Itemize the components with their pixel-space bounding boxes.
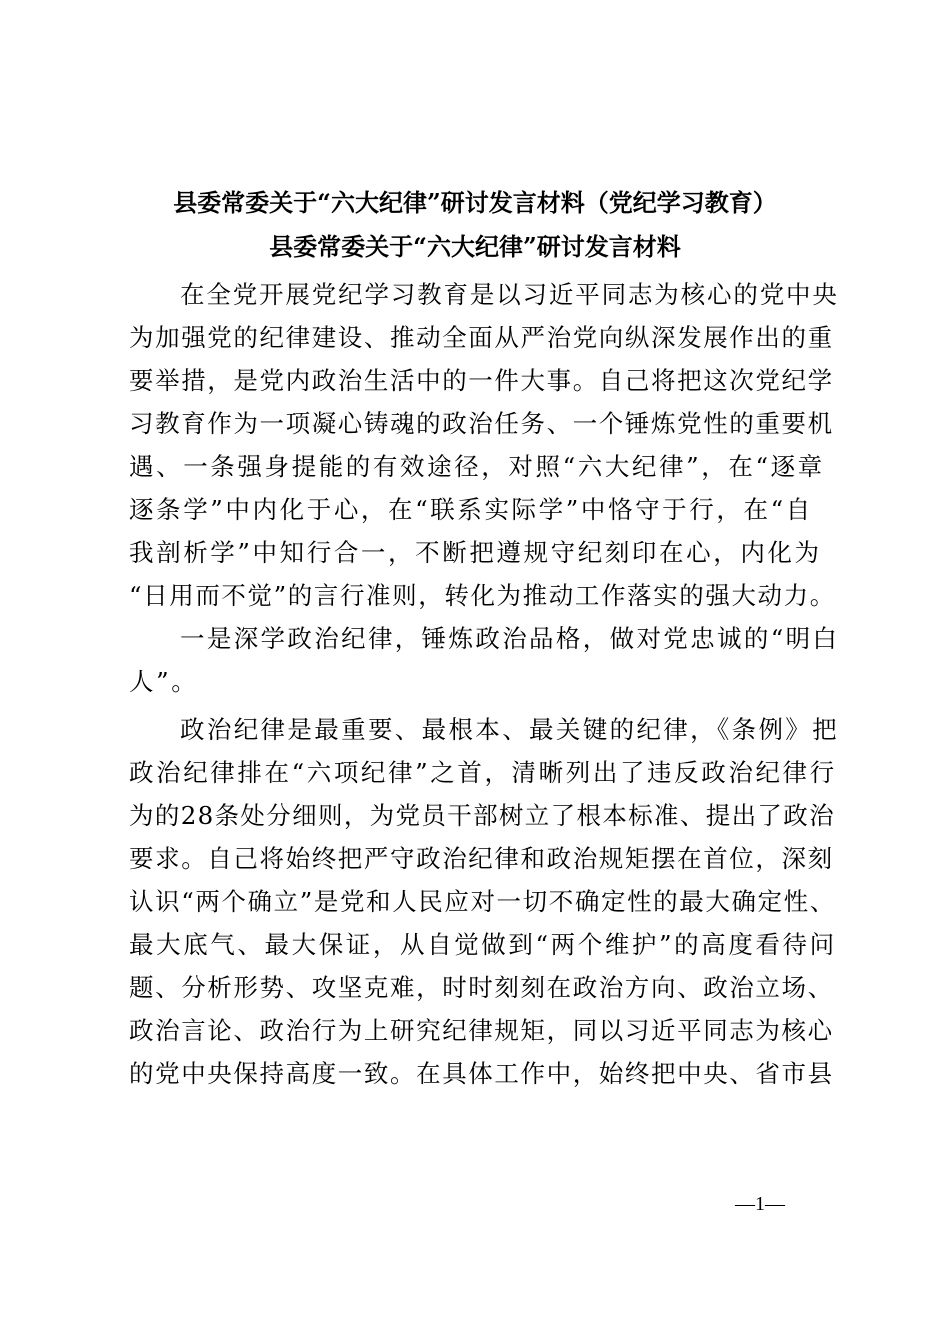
page-number: —1— bbox=[735, 1193, 785, 1215]
document-title: 县委常委关于“六大纪律”研讨发言材料（党纪学习教育） bbox=[173, 188, 777, 217]
body-line: 要举措，是党内政治生活中的一件大事。自己将把这次党纪学 bbox=[129, 366, 834, 395]
body-line: 认识“两个确立”是党和人民应对一切不确定性的最大确定性、 bbox=[129, 887, 836, 916]
section-heading-line: 一是深学政治纪律，锤炼政治品格，做对党忠诚的“明白 bbox=[180, 624, 840, 653]
body-line: 政治纪律是最重要、最根本、最关键的纪律，《条例》把 bbox=[180, 715, 839, 744]
body-line: 为加强党的纪律建设、推动全面从严治党向纵深发展作出的重 bbox=[129, 323, 834, 352]
document-subtitle: 县委常委关于“六大纪律”研讨发言材料 bbox=[269, 232, 681, 261]
body-line: 遇、一条强身提能的有效途径，对照“六大纪律”，在“逐章 bbox=[129, 452, 825, 481]
body-line: 逐条学”中内化于心，在“联系实际学”中恪守于行，在“自 bbox=[129, 495, 813, 524]
body-line: 的党中央保持高度一致。在具体工作中，始终把中央、省市县 bbox=[129, 1059, 834, 1088]
body-line: 要求。自己将始终把严守政治纪律和政治规矩摆在首位，深刻 bbox=[129, 844, 834, 873]
section-heading-line: 人”。 bbox=[129, 667, 199, 696]
body-line: 最大底气、最大保证，从自觉做到“两个维护”的高度看待问 bbox=[129, 930, 837, 959]
body-line: 习教育作为一项凝心铸魂的政治任务、一个锤炼党性的重要机 bbox=[129, 409, 834, 438]
body-line: 题、分析形势、攻坚克难，时时刻刻在政治方向、政治立场、 bbox=[129, 973, 834, 1002]
body-line: 政治言论、政治行为上研究纪律规矩，同以习近平同志为核心 bbox=[129, 1016, 834, 1045]
body-line: 政治纪律排在“六项纪律”之首，清晰列出了违反政治纪律行 bbox=[129, 758, 837, 787]
body-line: 为的28条处分细则，为党员干部树立了根本标准、提出了政治 bbox=[129, 801, 835, 830]
body-line: 在全党开展党纪学习教育是以习近平同志为核心的党中央 bbox=[180, 280, 839, 309]
body-line: “日用而不觉”的言行准则，转化为推动工作落实的强大动力。 bbox=[129, 581, 836, 610]
body-line: 我剖析学”中知行合一，不断把遵规守纪刻印在心，内化为 bbox=[129, 538, 822, 567]
